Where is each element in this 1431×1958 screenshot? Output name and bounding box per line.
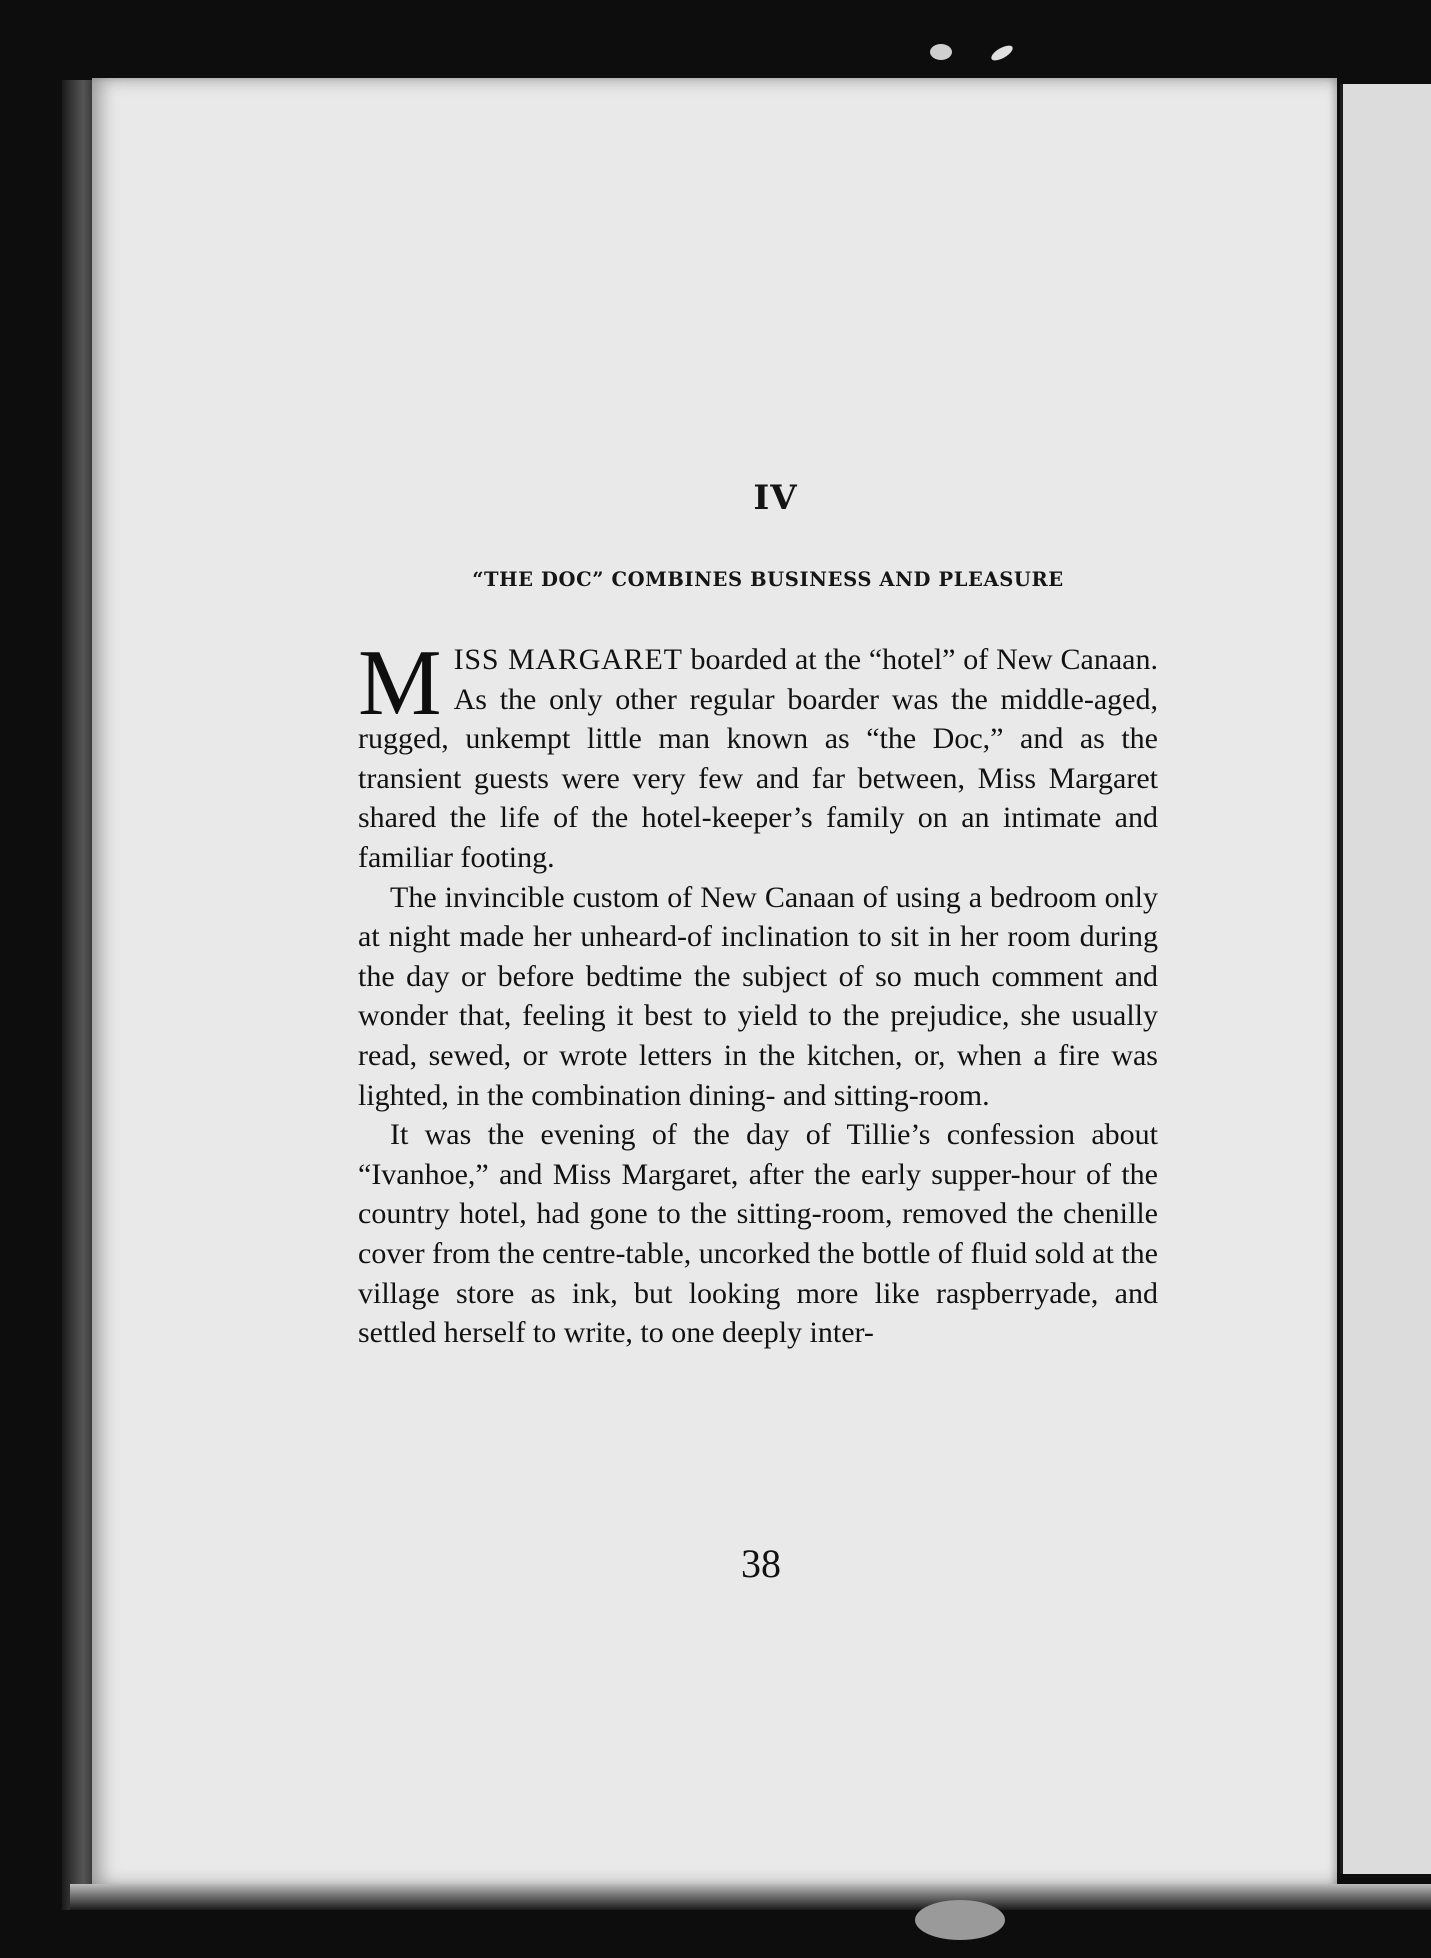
body-text: [358, 631, 1158, 1353]
drop-cap: M: [358, 631, 442, 735]
scan-speck: [989, 43, 1015, 64]
paragraph-3: It was the evening of the day of Tillie’s confession about “Ivanhoe,” and Miss Margaret, after the early supper-hour of the country hotel, had gone to the sitting-room, removed the chenille cover from the centre-table, uncorked the bottle of fluid sold at the village store as ink, but looking more like raspberryade, and settled herself to write, to one deeply inter-: [358, 1118, 1158, 1350]
adjacent-page-edge: [1340, 84, 1431, 1874]
paragraph-1: [358, 631, 1158, 878]
page-number: 38: [741, 1541, 781, 1586]
page-bottom-edge: [70, 1884, 1431, 1910]
paragraph-2: The invincible custom of New Canaan of using a bedroom only at night made her unheard-of inclination to sit in her room during the day or before bedtime the subject of so much comment and wonder that, feeling it best to yield to the prejudice, she usually read, sewed, or wrote letters in the kitchen, or, when a fire was lighted, in the combination dining- and sitting-room.: [358, 880, 1158, 1112]
paragraph-1-text: boarded at the “hotel” of New Canaan. As the only other regular boarder was the middle-aged, rugged, unkempt little man known as “the Doc,” and as the transient guests were very few and far between, Miss Margaret shared the life of the hotel-keeper’s family on an intimate and familiar footing.: [358, 643, 1158, 874]
scan-speck: [915, 1900, 1005, 1940]
chapter-number: IV: [753, 478, 798, 518]
chapter-title: “THE DOC” COMBINES BUSINESS AND PLEASURE: [472, 568, 1064, 591]
paragraph-lead: ISS MARGARET: [453, 643, 683, 676]
scan-speck: [930, 44, 952, 60]
